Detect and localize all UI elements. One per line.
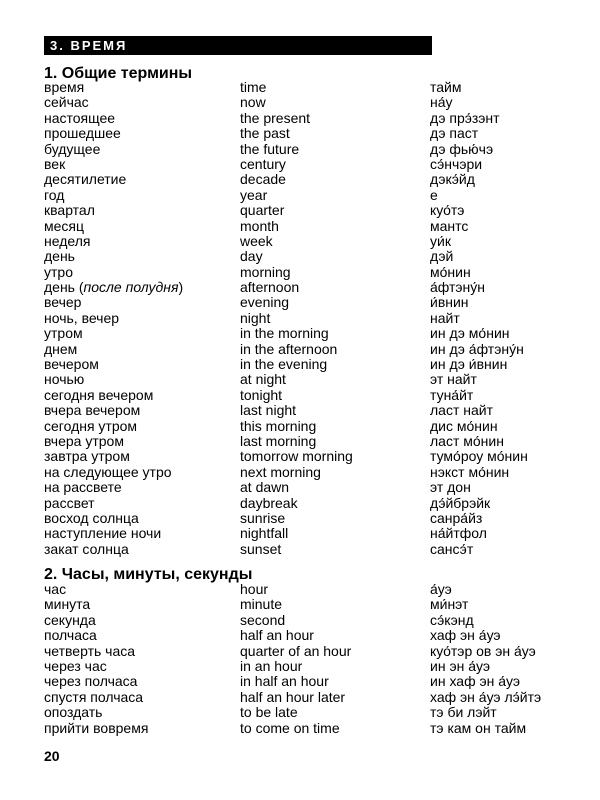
transcription: тэ кам он тайм: [430, 719, 527, 736]
vocab-row: [0, 690, 600, 705]
transcription: мо́нин: [430, 263, 471, 280]
transcription: и́внин: [430, 294, 469, 311]
russian-term: восход солнца: [44, 509, 139, 526]
english-term: day: [240, 248, 263, 265]
russian-term: секунда: [44, 611, 96, 628]
transcription: ин дэ а́фтэну́н: [430, 340, 524, 357]
english-term: daybreak: [240, 494, 298, 511]
vocab-row: [0, 326, 600, 341]
vocab-row: [0, 126, 600, 141]
vocab-row: [0, 295, 600, 310]
english-term: year: [240, 186, 268, 203]
vocab-row: [0, 465, 600, 480]
russian-term: час: [44, 581, 67, 597]
russian-term: день: [44, 248, 75, 265]
vocab-row: [0, 95, 600, 110]
transcription: куо́тэ: [430, 202, 465, 219]
section-title-hours-minutes-seconds: 2. Часы, минуты, секунды: [44, 566, 253, 583]
english-term: week: [240, 232, 273, 249]
russian-term-note: после полудня: [83, 279, 179, 296]
english-term: night: [240, 309, 271, 326]
vocab-row: [0, 188, 600, 203]
transcription: ласт найт: [430, 402, 494, 419]
english-term: tonight: [240, 386, 283, 403]
english-term: century: [240, 155, 286, 172]
russian-term: вечер: [44, 294, 82, 311]
transcription: сансэ́т: [430, 540, 474, 557]
transcription: дэй: [430, 248, 454, 265]
vocab-row: [0, 644, 600, 659]
english-term: at night: [240, 371, 286, 388]
vocab-row: [0, 311, 600, 326]
transcription: на́йтфол: [430, 525, 487, 542]
page-number: 20: [44, 748, 60, 764]
vocab-row: [0, 597, 600, 612]
russian-term: наступление ночи: [44, 525, 162, 542]
transcription: тайм: [430, 79, 462, 95]
russian-term: через полчаса: [44, 673, 138, 690]
russian-term: ночь, вечер: [44, 309, 120, 326]
russian-term: вечером: [44, 356, 99, 373]
vocab-row: [0, 111, 600, 126]
english-term: morning: [240, 263, 291, 280]
vocab-row: [0, 449, 600, 464]
vocab-row: [0, 674, 600, 689]
section-title-general-terms: 1. Общие термины: [44, 65, 193, 82]
russian-term: утро: [44, 263, 73, 280]
vocab-row: [0, 388, 600, 403]
vocab-row: [0, 659, 600, 674]
russian-term-text: ): [178, 279, 184, 296]
vocab-row: [0, 342, 600, 357]
english-term: in the afternoon: [240, 340, 338, 357]
english-term: half an hour: [240, 627, 314, 644]
transcription: а́уэ: [430, 581, 452, 597]
english-term: the present: [240, 109, 311, 126]
russian-term: время: [44, 79, 85, 95]
russian-term: год: [44, 186, 65, 203]
english-term: this morning: [240, 417, 317, 434]
transcription: ин хаф эн а́уэ: [430, 673, 521, 690]
vocab-row: [0, 480, 600, 495]
english-term: half an hour later: [240, 688, 346, 705]
russian-term: рассвет: [44, 494, 95, 511]
russian-term: неделя: [44, 232, 91, 249]
vocab-row: [0, 142, 600, 157]
chapter-title: 3. ВРЕМЯ: [50, 38, 128, 53]
vocab-row: [0, 434, 600, 449]
russian-term: на рассвете: [44, 479, 122, 496]
russian-term: на следующее утро: [44, 463, 172, 480]
transcription: дис мо́нин: [430, 417, 498, 434]
transcription: эт найт: [430, 371, 477, 388]
english-term: now: [240, 94, 266, 111]
vocab-row: [0, 511, 600, 526]
transcription: ин эн а́уэ: [430, 657, 490, 674]
english-term: in half an hour: [240, 673, 329, 690]
english-term: in the morning: [240, 325, 329, 342]
english-term: in an hour: [240, 657, 303, 674]
vocab-row: [0, 403, 600, 418]
russian-term: завтра утром: [44, 448, 130, 465]
english-term: the past: [240, 125, 290, 142]
english-term: last night: [240, 402, 297, 419]
english-term: sunset: [240, 540, 282, 557]
vocab-row: [0, 280, 600, 295]
russian-term: квартал: [44, 202, 95, 219]
russian-term: прийти вовремя: [44, 719, 149, 736]
russian-term: закат солнца: [44, 540, 129, 557]
transcription: ин дэ мо́нин: [430, 325, 510, 342]
vocab-row: [0, 203, 600, 218]
english-term: quarter of an hour: [240, 642, 352, 659]
russian-term: [44, 280, 183, 295]
transcription: хаф эн а́уэ лэ́йтэ: [430, 688, 542, 705]
transcription: хаф эн а́уэ: [430, 627, 501, 644]
english-term: decade: [240, 171, 286, 188]
transcription: ми́нэт: [430, 596, 469, 613]
vocab-row: [0, 172, 600, 187]
russian-term: сейчас: [44, 94, 89, 111]
vocab-row: [0, 234, 600, 249]
russian-term-text: день (: [44, 279, 84, 296]
english-term: quarter: [240, 202, 285, 219]
vocab-row: [0, 372, 600, 387]
transcription: ласт мо́нин: [430, 432, 504, 449]
russian-term: опоздать: [44, 704, 103, 721]
russian-term: четверть часа: [44, 642, 136, 659]
english-term: evening: [240, 294, 290, 311]
transcription: сэ́кэнд: [430, 611, 474, 628]
russian-term: вчера вечером: [44, 402, 141, 419]
vocab-row: [0, 80, 600, 95]
vocab-row: [0, 357, 600, 372]
english-term: month: [240, 217, 279, 234]
transcription: санра́йз: [430, 509, 483, 526]
transcription: а́фтэну́н: [430, 279, 486, 296]
transcription: е: [430, 186, 438, 203]
russian-term: спустя полчаса: [44, 688, 144, 705]
russian-term: утром: [44, 325, 83, 342]
transcription: тумо́роу мо́нин: [430, 448, 528, 465]
russian-term: сегодня утром: [44, 417, 138, 434]
transcription: сэ́нчэри: [430, 155, 483, 172]
vocab-row: [0, 526, 600, 541]
english-term: sunrise: [240, 509, 286, 526]
transcription: найт: [430, 309, 460, 326]
russian-term: вчера утром: [44, 432, 124, 449]
vocab-row: [0, 265, 600, 280]
chapter-header-bar: [44, 36, 432, 55]
vocab-row: [0, 157, 600, 172]
vocab-list-general-terms: [0, 80, 600, 557]
transcription: дэ фью́чэ: [430, 140, 494, 157]
vocab-row: [0, 613, 600, 628]
russian-term: век: [44, 155, 66, 172]
english-term: the future: [240, 140, 300, 157]
vocab-list-hours-minutes-seconds: [0, 582, 600, 736]
transcription: нэкст мо́нин: [430, 463, 510, 480]
vocab-row: [0, 628, 600, 643]
vocab-row: [0, 582, 600, 597]
transcription: мантс: [430, 217, 469, 234]
russian-term: минута: [44, 596, 91, 613]
vocab-row: [0, 705, 600, 720]
transcription: дэкэ́йд: [430, 171, 475, 188]
transcription: на́у: [430, 94, 453, 111]
transcription: туна́йт: [430, 386, 474, 403]
russian-term: сегодня вечером: [44, 386, 154, 403]
transcription: куо́тэр ов эн а́уэ: [430, 642, 536, 659]
russian-term: ночью: [44, 371, 85, 388]
english-term: at dawn: [240, 479, 290, 496]
english-term: nightfall: [240, 525, 289, 542]
english-term: minute: [240, 596, 283, 613]
russian-term: десятилетие: [44, 171, 127, 188]
transcription: тэ би лэйт: [430, 704, 497, 721]
vocab-row: [0, 219, 600, 234]
vocab-row: [0, 542, 600, 557]
russian-term: месяц: [44, 217, 85, 234]
english-term: to come on time: [240, 719, 340, 736]
english-term: second: [240, 611, 286, 628]
english-term: afternoon: [240, 279, 300, 296]
russian-term: настоящее: [44, 109, 116, 126]
english-term: to be late: [240, 704, 298, 721]
english-term: in the evening: [240, 356, 328, 373]
english-term: tomorrow morning: [240, 448, 353, 465]
english-term: hour: [240, 581, 269, 597]
russian-term: прошедшее: [44, 125, 121, 142]
vocab-row: [0, 249, 600, 264]
transcription: уи́к: [430, 232, 451, 249]
russian-term: днем: [44, 340, 78, 357]
russian-term: полчаса: [44, 627, 97, 644]
english-term: next morning: [240, 463, 321, 480]
transcription: дэ паст: [430, 125, 479, 142]
transcription: дэ́йбрэйк: [430, 494, 491, 511]
english-term: time: [240, 79, 267, 95]
russian-term: будущее: [44, 140, 101, 157]
vocab-row: [0, 419, 600, 434]
transcription: ин дэ и́внин: [430, 356, 508, 373]
vocab-row: [0, 721, 600, 736]
transcription: эт дон: [430, 479, 471, 496]
transcription: дэ прэ́зэнт: [430, 109, 500, 126]
vocab-row: [0, 496, 600, 511]
english-term: last morning: [240, 432, 317, 449]
russian-term: через час: [44, 657, 107, 674]
